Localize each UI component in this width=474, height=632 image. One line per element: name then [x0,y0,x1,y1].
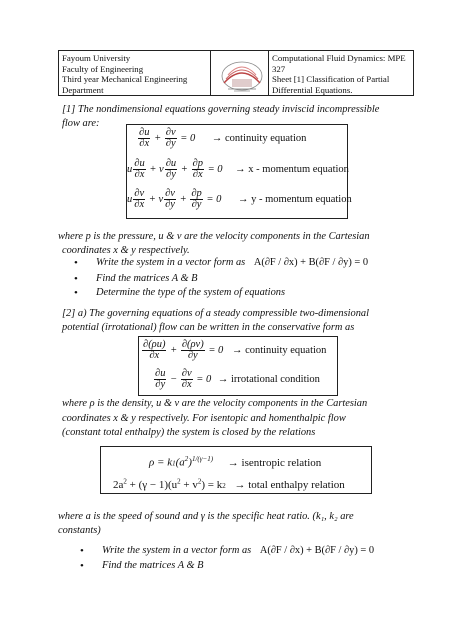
problem2-equation-box [138,336,338,396]
sound-speed-line2: constants) [58,525,101,536]
irrotational-label: → irrotational condition [217,373,320,385]
enthalpy-label: → total enthalpy relation [234,478,345,491]
vector-form: A(∂F / ∂x) + B(∂F / ∂y) = 0 [259,545,375,556]
x-momentum-label: → x - momentum equation [235,163,349,175]
relations-box [100,446,372,494]
compressible-continuity-equation: $\frac{\partial(\rho u)}{\partial x}$ + $\frac{\partial(\rho v)}{\partial y}$ = 0 → continuity equation [143,339,327,361]
problem1-task-2: • Find the matrices A & B [96,272,198,286]
problem2-where-line1: where ρ is the density, u & v are the velocity components in the Cartesian [62,398,368,409]
problem1-equation-box [126,124,352,219]
problem2-task-1 [102,544,374,558]
header-left-line: Third year Mechanical Engineering [62,74,188,85]
compressible-continuity-label: → continuity equation [231,344,327,356]
x-momentum-equation: u $\frac{\partial u}{\partial x}$ + v $\frac{\partial u}{\partial y}$ + $\frac{\partial p}{\partial x}$ = 0 → x - momentum equation [127,158,349,180]
isentropic-equation: $\rho = k1(a^2)^{1/(\gamma-1)}$ → isentropic relation [149,455,322,469]
header-right-line: Differential Equations. [272,84,353,95]
header-institution [59,51,211,95]
problem1-where-line1: where p is the pressure, u & v are the velocity components in the Cartesian [58,231,370,242]
university-logo [211,51,269,95]
logo-image [214,53,269,95]
vector-form: A(∂F / ∂x) + B(∂F / ∂y) = 0 [253,257,369,268]
header-left-line: Fayoum University [62,53,131,63]
sheet-header [58,50,414,96]
y-momentum-label: → y - momentum equation [237,193,352,205]
header-course [269,51,413,95]
enthalpy-equation: $2a^2 + (\gamma - 1)(u^2 + v^2) = k2$ → total enthalpy relation [113,477,345,491]
header-right-line: Computational Fluid Dynamics: MPE 327 [272,53,406,74]
task-text: Write the system in a vector form as [102,545,252,556]
header-left-line: Department [62,84,104,95]
problem2-intro-line1: [2] a) The governing equations of a steady compressible two-dimensional [62,308,369,319]
problem2-where-line3: (constant total enthalpy) the system is closed by the relations [62,427,316,438]
problem1-where-line2: coordinates x & y respectively. [62,245,190,256]
sound-speed-line1: where a is the speed of sound and γ is the specific heat ratio. (k₁, k₂ are [58,511,354,522]
task-text: Write the system in a vector form as [96,257,246,268]
continuity-label: → continuity equation [211,132,307,144]
problem2-intro-line2: potential (irrotational) flow can be written in the conservative form as [62,322,355,333]
problem2-task-2: • Find the matrices A & B [102,559,204,573]
header-right-line: Sheet [1] Classification of Partial [272,74,390,85]
problem2-where-line2: coordinates x & y respectively. For isentopic and homenthalpic flow [62,413,346,424]
problem1-task-1 [96,256,368,270]
problem1-task-3: • Determine the type of the system of equations [96,286,285,300]
problem1-intro-line2: flow are: [62,118,100,129]
y-momentum-equation: u $\frac{\partial v}{\partial x}$ + v $\frac{\partial v}{\partial y}$ + $\frac{\partial p}{\partial y}$ = 0 → y - momentum equation [127,188,352,210]
header-left-line: Faculty of Engineering [62,63,144,74]
problem1-intro-line1: [1] The nondimensional equations governing steady inviscid incompressible [62,104,380,115]
continuity-equation: $\frac{\partial u}{\partial x}$ + $\frac{\partial v}{\partial y}$ = 0 → continuity equation [139,127,307,149]
irrotational-equation: $\frac{\partial u}{\partial y}$ − $\frac{\partial v}{\partial x}$ = 0 → irrotational condition [155,368,320,390]
isentropic-label: → isentropic relation [227,456,322,469]
